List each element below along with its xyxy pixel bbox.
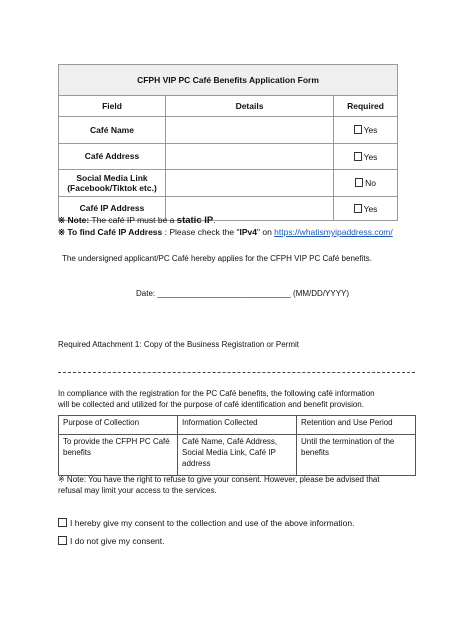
application-form-table: [58, 64, 398, 221]
cafe-address-input[interactable]: [166, 144, 334, 170]
cell-line: address: [182, 458, 211, 468]
required-cell: [334, 197, 398, 221]
table-row: [59, 144, 398, 170]
field-label-cafe-ip: Café IP Address: [59, 197, 166, 221]
form-title: CFPH VIP PC Café Benefits Application Form: [59, 65, 398, 96]
header-information: Information Collected: [178, 416, 297, 435]
ip-lookup-link[interactable]: https://whatismyipaddress.com/: [274, 227, 393, 237]
cell-line: Café Name, Café Address,: [182, 437, 278, 446]
cell-line: benefits: [63, 447, 92, 457]
consent-option[interactable]: [58, 518, 354, 528]
note-text: The café IP must be a: [89, 215, 177, 225]
find-prefix: ※ To find Café IP Address: [58, 227, 163, 237]
table-row: [59, 416, 416, 435]
cafe-name-input[interactable]: [166, 117, 334, 144]
required-cell: [334, 170, 398, 197]
required-value: Yes: [363, 151, 378, 162]
consent-label: I hereby give my consent to the collection and use of the above information.: [70, 518, 355, 528]
header-details: Details: [166, 96, 334, 117]
note-prefix: ※ Note:: [58, 215, 90, 225]
cell-line: benefits: [301, 447, 330, 457]
required-cell: [334, 117, 398, 144]
find-ip-note: [58, 227, 393, 238]
header-required: Required: [334, 96, 398, 117]
consent-checkbox[interactable]: [58, 518, 67, 527]
no-consent-checkbox[interactable]: [58, 536, 67, 545]
table-row: [59, 435, 416, 476]
retention-cell: [297, 435, 416, 476]
table-row: [59, 117, 398, 144]
header-retention: Retention and Use Period: [297, 416, 416, 435]
field-label-social-media: [59, 170, 166, 197]
find-text-2: " on: [256, 227, 275, 237]
checkbox-icon: [354, 204, 362, 213]
information-cell: [178, 435, 297, 476]
purpose-cell: [59, 435, 178, 476]
header-field: Field: [59, 96, 166, 117]
consent-info-table: [58, 415, 416, 476]
attachment-text: Required Attachment 1: Copy of the Business Registration or Permit: [58, 340, 300, 349]
field-label-cafe-address: Café Address: [59, 144, 166, 170]
checkbox-icon: [355, 178, 363, 187]
checkbox-icon: [354, 152, 362, 161]
note-end: .: [213, 215, 216, 225]
required-value: Yes: [363, 125, 378, 135]
checkbox-icon: [354, 125, 362, 134]
refuse-note-line-1: ※ Note: You have the right to refuse to give your consent. However, please be advised that: [58, 475, 380, 484]
declaration-text: The undersigned applicant/PC Café hereby applies for the CFPH VIP PC Café benefits.: [62, 254, 372, 263]
refuse-note-line-2: refusal may limit your access to the services.: [58, 486, 217, 495]
divider: [58, 372, 415, 373]
field-label-cafe-name: Café Name: [59, 117, 166, 144]
required-value: No: [365, 178, 376, 188]
note-static-ip: static IP: [176, 215, 214, 226]
cell-line: Until the termination of the: [301, 437, 395, 446]
table-row: [59, 170, 398, 197]
no-consent-option[interactable]: [58, 536, 165, 546]
required-value: Yes: [363, 203, 378, 214]
header-purpose: Purpose of Collection: [59, 416, 178, 435]
cell-line: To provide the CFPH PC Café: [63, 437, 170, 446]
cell-line: Social Media Link, Café IP: [182, 447, 276, 457]
compliance-line-2: will be collected and utilized for the purpose of café identification and benefit provision.: [58, 400, 364, 409]
field-label-line: Social Media Link: [76, 172, 148, 183]
date-line[interactable]: Date: ______________________________ (MM/DD/YYYY): [136, 289, 350, 298]
required-cell: [334, 144, 398, 170]
field-label-line: (Facebook/Tiktok etc.): [67, 183, 157, 193]
social-media-input[interactable]: [166, 170, 334, 197]
find-ipv4: IPv4: [239, 227, 257, 237]
no-consent-label: I do not give my consent.: [70, 536, 165, 546]
find-text: : Please check the ": [162, 227, 240, 237]
static-ip-note: [58, 215, 216, 226]
compliance-line-1: In compliance with the registration for the PC Café benefits, the following café information: [58, 389, 375, 398]
